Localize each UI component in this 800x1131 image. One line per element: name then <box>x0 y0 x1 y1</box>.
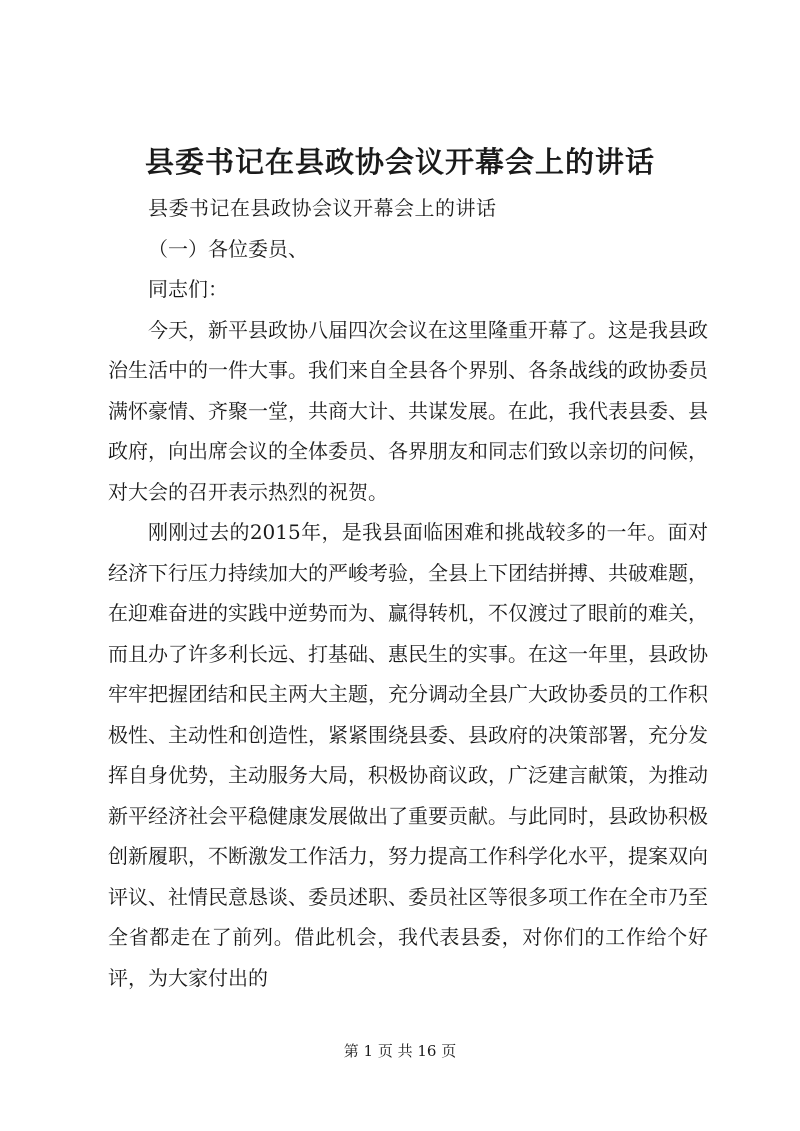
document-body <box>108 188 708 998</box>
salutation-line-1: （一）各位委员、 <box>148 236 308 261</box>
body-paragraph-1: 今天，新平县政协八届四次会议在这里隆重开幕了。这是我县政治生活中的一件大事。我们来自全县各个界别、各条战线的政协委员满怀豪情、齐聚一堂，共商大计、共谋发展。在此，我代表县委、县政府，向出席会议的全体委员、各界朋友和同志们致以亲切的问候，对大会的召开表示热烈的祝贺。 <box>108 317 708 504</box>
salutation-line-2: 同志们： <box>148 277 228 301</box>
page-footer: 第 1 页 共 16 页 <box>343 1042 457 1060</box>
document-title: 县委书记在县政协会议开幕会上的讲话 <box>144 145 655 179</box>
document-subtitle: 县委书记在县政协会议开幕会上的讲话 <box>148 196 497 220</box>
body-paragraph-2: 刚刚过去的2015年，是我县面临困难和挑战较多的一年。面对经济下行压力持续加大的严峻考验，全县上下团结拼搏、共破难题，在迎难奋进的实践中逆势而为、赢得转机，不仅渡过了眼前的难关，而且办了许多利长远、打基础、惠民生的实事。在这一年里，县政协牢牢把握团结和民主两大主题，充分调动全县广大政协委员的工作积极性、主动性和创造性，紧紧围绕县委、县政府的决策部署，充分发挥自身优势，主动服务大局，积极协商议政，广泛建言献策，为推动新平经济社会平稳健康发展做出了重要贡献。与此同时，县政协积极创新履职，不断激发工作活力，努力提高工作科学化水平，提案双向评议、社情民意恳谈、委员述职、委员社区等很多项工作在全市乃至全省都走在了前列。借此机会，我代表县委，对你们的工作给个好评，为大家付出的 <box>108 520 708 990</box>
